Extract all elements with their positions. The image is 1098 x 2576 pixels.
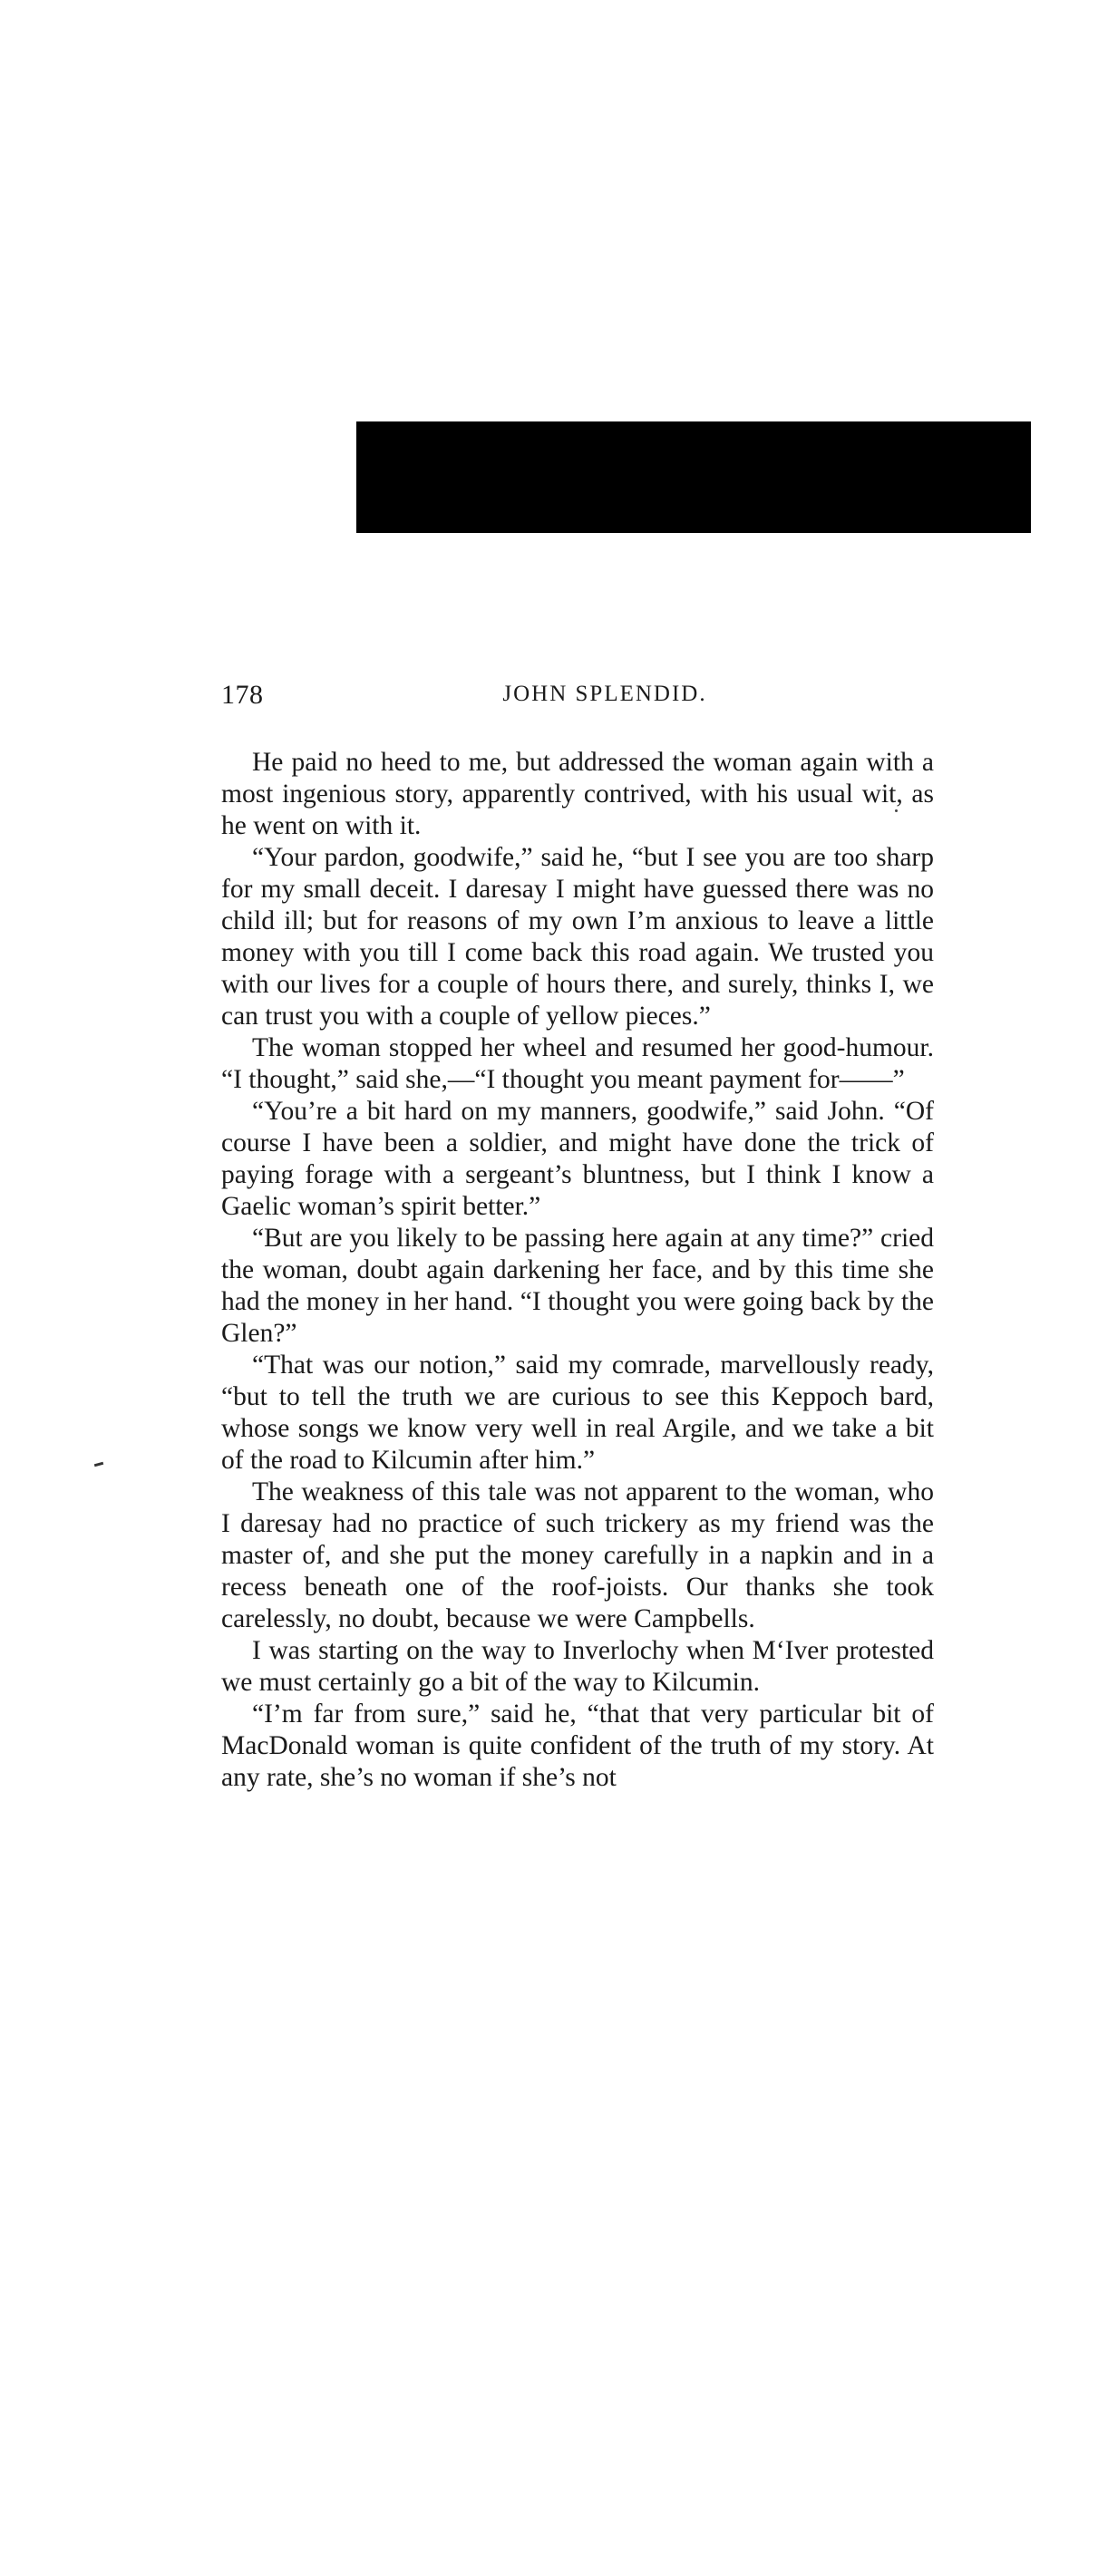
- paragraph: “Your pardon, goodwife,” said he, “but I see you are too sharp for my small deceit. I daresay I might have guessed there was no child ill; but for reasons of my own I’m anxious to leave a little money with you till I come back this road again. We trusted you with our lives for a couple of hours there, and surely, thinks I, we can trust you with a couple of yellow pieces.”: [221, 843, 934, 1031]
- paragraph: “That was our notion,” said my comrade, marvellously ready, “but to tell the truth we are curious to see this Keppoch bard, whose songs we know very well in real Argile, and we take a bit of the road to Kilcumin after him.”: [221, 1351, 934, 1475]
- page-number: 178: [221, 680, 264, 710]
- running-title: JOHN SPLENDID.: [502, 682, 707, 706]
- paragraph: He paid no heed to me, but addressed the woman again with a most ingenious story, apparently contrived, with his usual wit, as he went on with it.: [221, 748, 934, 840]
- paragraph: The weakness of this tale was not apparent to the woman, who I daresay had no practice of such trickery as my friend was the master of, and she put the money carefully in a napkin and in a recess beneath one of the roof-joists. Our thanks she took carelessly, no doubt, because we were Campbells.: [221, 1477, 934, 1633]
- running-head: [221, 680, 934, 716]
- paragraph: The woman stopped her wheel and resumed her good-humour. “I thought,” said she,—“I thought you meant payment for——”: [221, 1033, 934, 1094]
- paragraph: “You’re a bit hard on my manners, goodwife,” said John. “Of course I have been a soldier, and might have done the trick of paying forage with a sergeant’s bluntness, but I think I know a Gaelic woman’s spirit better.”: [221, 1097, 934, 1221]
- paragraph: “But are you likely to be passing here again at any time?” cried the woman, doubt again darkening her face, and by this time she had the money in her hand. “I thought you were going back by the Glen?”: [221, 1224, 934, 1348]
- paragraph: I was starting on the way to Inverlochy when M‘Iver protested we must certainly go a bit of the way to Kilcumin.: [221, 1636, 934, 1697]
- redaction-bar: [356, 421, 1031, 533]
- margin-mark: [94, 1462, 103, 1467]
- body-text: [221, 747, 934, 1794]
- paragraph: “I’m far from sure,” said he, “that that very particular bit of MacDonald woman is quite confident of the truth of my story. At any rate, she’s no woman if she’s not: [221, 1700, 934, 1792]
